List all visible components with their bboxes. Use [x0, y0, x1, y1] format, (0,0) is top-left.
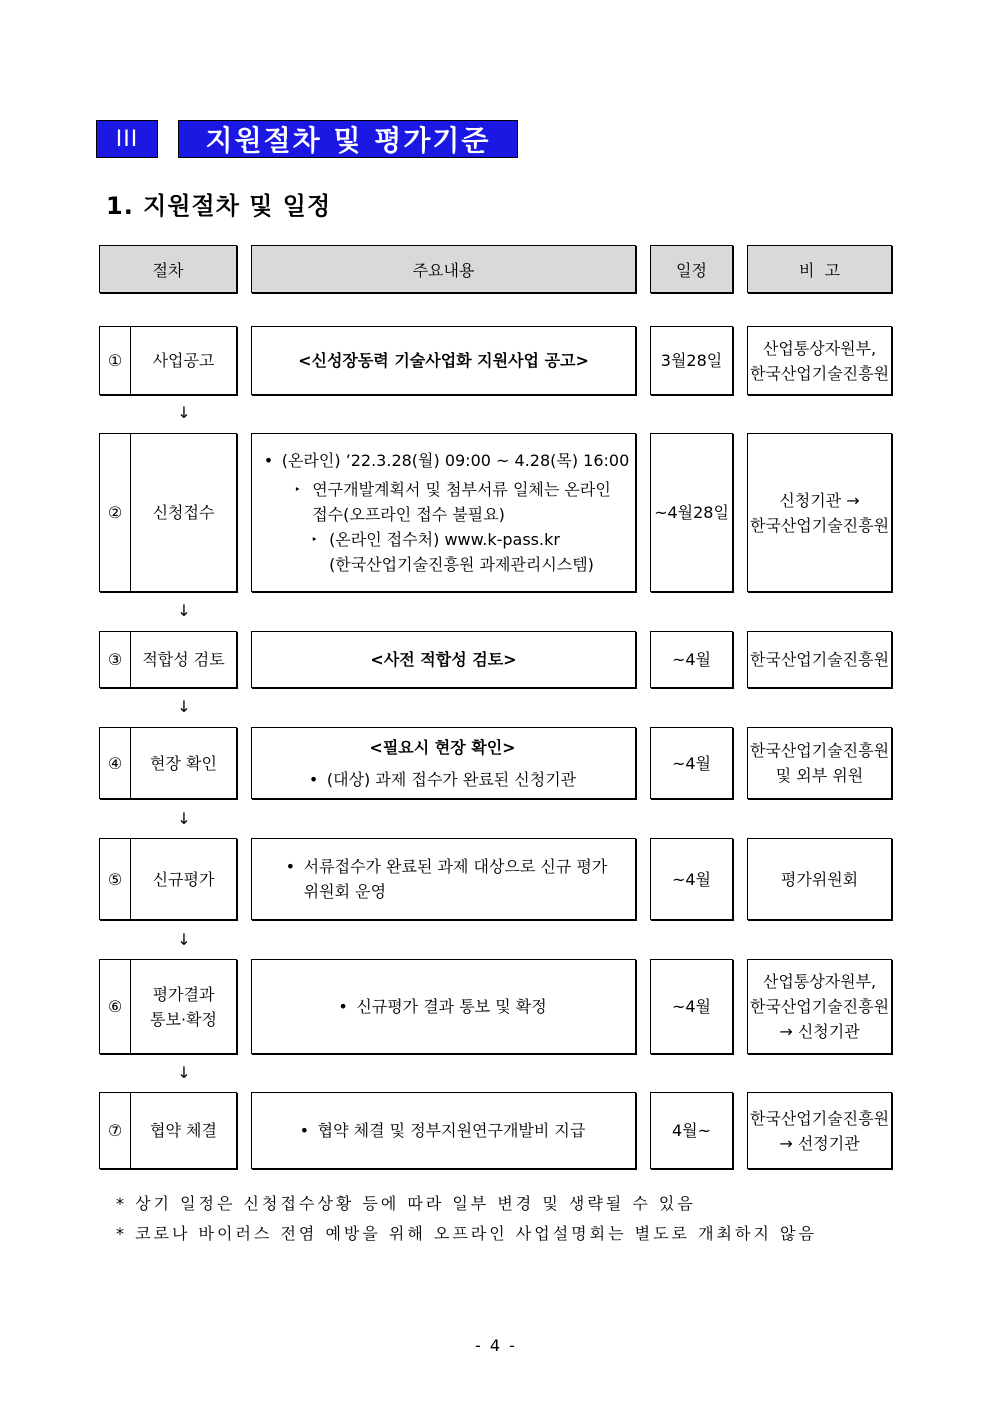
sub-bullet-item: [299, 527, 594, 577]
step-number: ⑦: [100, 1093, 131, 1168]
step-7-remarks: [747, 1092, 892, 1169]
header-procedure: 절차: [99, 245, 237, 293]
step-label: 적합성 검토: [142, 650, 225, 669]
sub-bullet-icon: ‣: [311, 533, 318, 546]
step-number: ⑥: [100, 960, 131, 1053]
remarks-line: → 신청기관: [779, 1022, 860, 1041]
step-label-line: 평가결과: [152, 984, 215, 1004]
flow-arrow: ↓: [177, 1063, 191, 1082]
step-6-schedule: ~4월: [650, 959, 733, 1054]
content-title: <필요시 현장 확인>: [369, 737, 516, 757]
section-title-box: [178, 120, 518, 158]
bullet-text: 서류접수가 완료된 과제 대상으로 신규 평가: [303, 857, 608, 876]
step-5-schedule: ~4월: [650, 838, 733, 920]
remarks-line: 한국산업기술진흥원: [749, 363, 890, 383]
flow-arrow: ↓: [177, 930, 191, 949]
step-1-procedure: [99, 326, 237, 395]
sub-bullet-text: (온라인 접수처) www.k-pass.kr: [329, 530, 560, 549]
step-3-schedule: ~4월: [650, 631, 733, 688]
bullet-text: (온라인) ’22.3.28(월) 09:00 ~ 4.28(목) 16:00: [281, 451, 630, 470]
step-1-content: <신성장동력 기술사업화 지원사업 공고>: [251, 326, 636, 395]
step-number: ②: [100, 434, 131, 591]
remarks-line: 한국산업기술진흥원: [749, 515, 890, 535]
step-6-procedure: [99, 959, 237, 1054]
remarks-line: 한국산업기술진흥원: [749, 650, 890, 669]
step-1-schedule: 3월28일: [650, 326, 733, 395]
bullet-icon: •: [263, 451, 274, 470]
step-4-schedule: ~4월: [650, 727, 733, 799]
step-5-procedure: [99, 838, 237, 920]
bullet-icon: •: [308, 769, 319, 789]
flow-arrow: ↓: [177, 809, 191, 828]
remarks-line: → 선정기관: [779, 1133, 860, 1153]
step-number: ③: [100, 632, 131, 687]
step-2-schedule: ~4월28일: [650, 433, 733, 592]
remarks-line: 평가위원회: [780, 869, 859, 889]
remarks-line: 신청기관 →: [779, 490, 860, 510]
step-label: 현장 확인: [150, 753, 217, 773]
sub-bullet-text-cont: (한국산업기술진흥원 과제관리시스템): [329, 555, 594, 574]
step-number: ④: [100, 728, 131, 798]
bullet-text-cont: 위원회 운영: [303, 882, 387, 901]
remarks-line: 산업통상자원부,: [762, 972, 877, 991]
bullet-icon: •: [285, 857, 296, 876]
bullet-item: [338, 994, 546, 1019]
remarks-line: 한국산업기술진흥원: [749, 1108, 890, 1128]
step-4-content: [251, 727, 636, 799]
sub-bullet-text: 연구개발계획서 및 첨부서류 일체는 온라인: [312, 480, 611, 499]
flow-arrow: ↓: [177, 403, 191, 422]
flow-arrow: ↓: [177, 601, 191, 620]
step-number: ⑤: [100, 839, 131, 919]
bullet-item: [300, 1118, 586, 1143]
remarks-line: 한국산업기술진흥원: [749, 741, 890, 760]
bullet-item: [264, 448, 630, 473]
bullet-icon: •: [299, 1121, 310, 1140]
remarks-line: 산업통상자원부,: [762, 338, 877, 358]
step-2-remarks: [747, 433, 892, 592]
sub-bullet-text-cont: 접수(오프라인 접수 불필요): [312, 505, 505, 524]
section-number: III: [115, 126, 139, 152]
step-label: 사업공고: [152, 351, 215, 370]
remarks-line: 한국산업기술진흥원: [749, 997, 890, 1016]
subsection-title: 1. 지원절차 및 일정: [106, 192, 332, 220]
step-2-procedure: [99, 433, 237, 592]
bullet-text: (대상) 과제 접수가 완료된 신청기관: [326, 769, 577, 789]
step-label-line: 통보·확정: [150, 1009, 217, 1029]
bullet-icon: •: [338, 997, 348, 1016]
sub-bullet-icon: ‣: [294, 483, 301, 496]
bullet-text: 신규평가 결과 통보 및 확정: [356, 997, 547, 1016]
section-title: 지원절차 및 평가기준: [205, 124, 491, 157]
step-label: [131, 960, 236, 1053]
remarks-line: 및 외부 위원: [775, 766, 864, 785]
step-2-content: [251, 433, 636, 592]
header-content: 주요내용: [251, 245, 636, 293]
step-label: 신규평가: [152, 869, 215, 889]
step-7-schedule: 4월~: [650, 1092, 733, 1169]
step-1-remarks: [747, 326, 892, 395]
bullet-item: [309, 767, 576, 792]
bullet-item: [286, 854, 608, 904]
step-3-procedure: [99, 631, 237, 688]
header-remarks: 비 고: [747, 245, 892, 293]
step-4-procedure: [99, 727, 237, 799]
step-4-remarks: [747, 727, 892, 799]
step-6-remarks: [747, 959, 892, 1054]
step-6-content: [251, 959, 636, 1054]
step-label: 신청접수: [152, 503, 215, 522]
step-3-content: <사전 적합성 검토>: [251, 631, 636, 688]
sub-bullet-item: [282, 477, 611, 527]
flow-arrow: ↓: [177, 697, 191, 716]
step-3-remarks: [747, 631, 892, 688]
step-7-content: [251, 1092, 636, 1169]
page-number: - 4 -: [475, 1336, 517, 1355]
step-number: ①: [100, 327, 131, 394]
step-5-remarks: [747, 838, 892, 920]
note-schedule-change: * 상기 일정은 신청접수상황 등에 따라 일부 변경 및 생략될 수 있음: [116, 1194, 696, 1213]
header-schedule: 일정: [650, 245, 733, 293]
bullet-text: 협약 체결 및 정부지원연구개발비 지급: [317, 1121, 586, 1140]
step-7-procedure: [99, 1092, 237, 1169]
step-5-content: [251, 838, 636, 920]
step-label: 협약 체결: [150, 1121, 217, 1140]
note-no-offline-briefing: * 코로나 바이러스 전염 예방을 위해 오프라인 사업설명회는 별도로 개최하지 않음: [116, 1224, 817, 1243]
section-number-box: [96, 120, 158, 158]
